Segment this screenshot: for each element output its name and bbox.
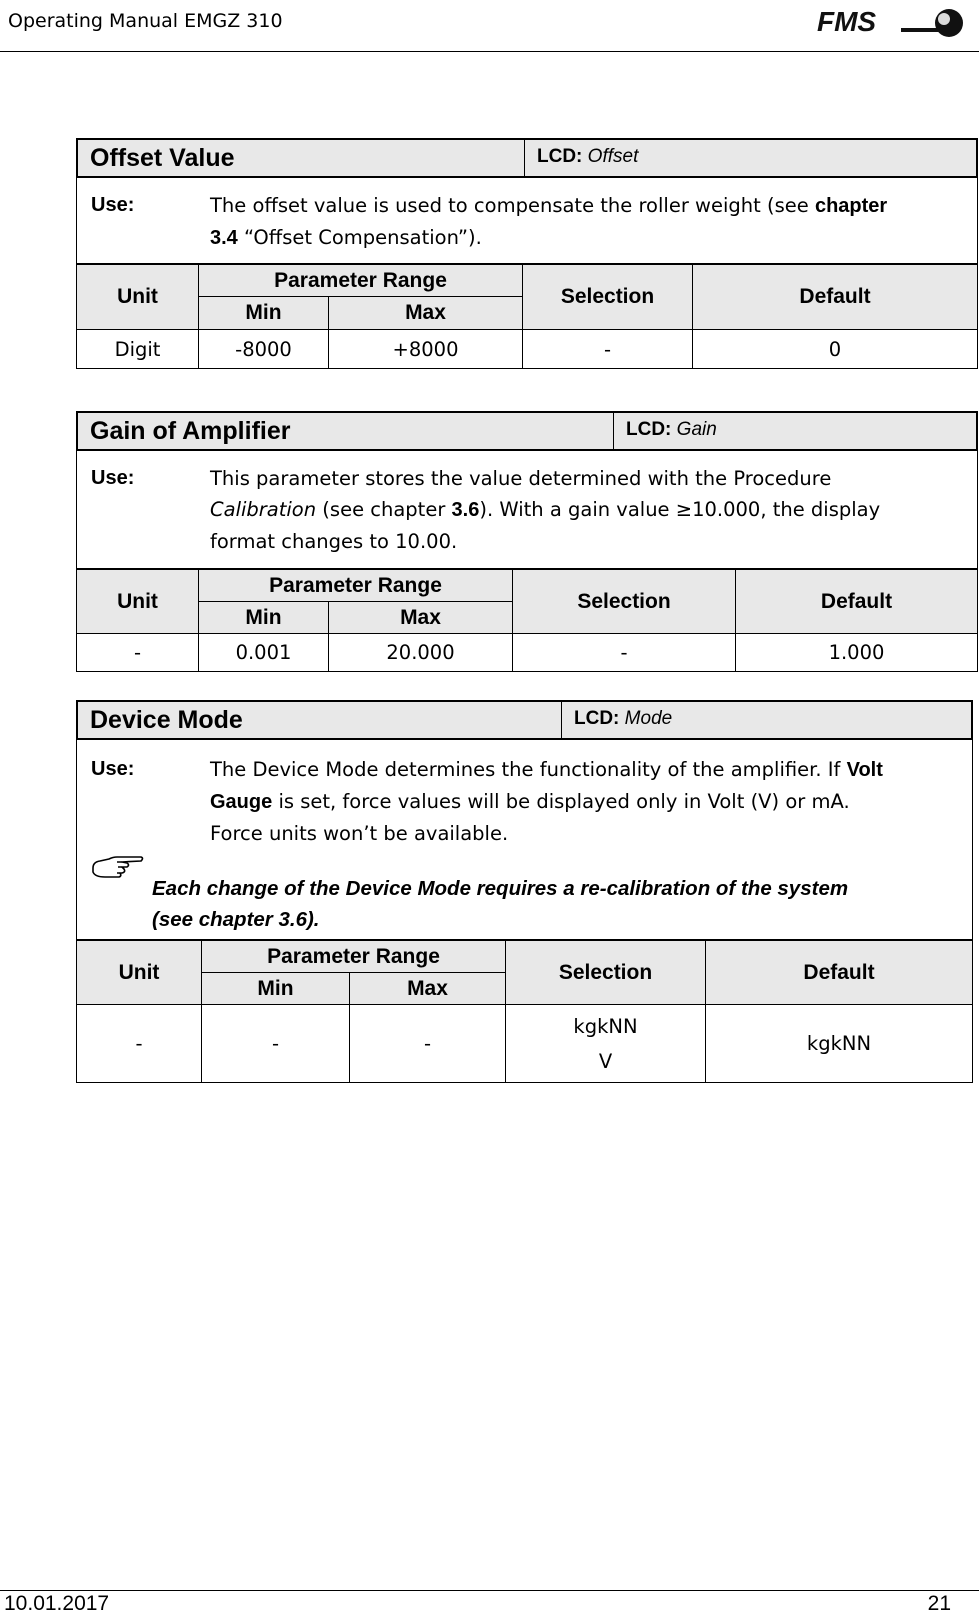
- parameter-range-header: Parameter Range: [199, 265, 523, 297]
- default-value: kgkNN: [706, 1005, 973, 1083]
- max-value: 20.000: [329, 634, 513, 672]
- max-value: +8000: [329, 330, 523, 369]
- min-value: 0.001: [199, 634, 329, 672]
- section-title-row: [76, 411, 978, 451]
- selection-value: -: [523, 330, 693, 369]
- min-header: Min: [202, 973, 350, 1005]
- table-row: [77, 1005, 973, 1083]
- use-description: [76, 740, 973, 940]
- svg-text:FMS: FMS: [817, 6, 877, 37]
- min-value: -8000: [199, 330, 329, 369]
- table-row: [77, 330, 978, 369]
- section-title: Device Mode: [78, 702, 562, 738]
- footer-date: 10.01.2017: [4, 1592, 110, 1615]
- section-title: Offset Value: [78, 140, 525, 176]
- page-footer: [0, 1590, 979, 1615]
- selection-header: Selection: [523, 265, 693, 330]
- default-value: 1.000: [736, 634, 978, 672]
- default-header: Default: [736, 570, 978, 634]
- lcd-cell: LCD: Gain: [626, 419, 717, 440]
- use-description: [76, 178, 978, 264]
- use-label: Use:: [91, 467, 135, 489]
- parameter-table: [76, 569, 978, 672]
- use-text: The offset value is used to compensate the roller weight (see chapter 3.4 “Offset Compensation”).: [210, 194, 888, 249]
- lcd-cell: LCD: Offset: [537, 146, 639, 167]
- parameter-range-header: Parameter Range: [202, 941, 506, 973]
- unit-value: Digit: [77, 330, 199, 369]
- selection-header: Selection: [513, 570, 736, 634]
- unit-value: -: [77, 1005, 202, 1083]
- selection-option: V: [598, 1049, 613, 1073]
- selection-value: [506, 1005, 706, 1083]
- lcd-cell: LCD: Mode: [574, 708, 673, 729]
- selection-value: -: [513, 634, 736, 672]
- unit-header: Unit: [77, 570, 199, 634]
- default-header: Default: [706, 941, 973, 1005]
- default-header: Default: [693, 265, 978, 330]
- use-text: This parameter stores the value determined with the Procedure Calibration (see chapter 3.6). With a gain value ≥10.000, the display format changes to 10.00.: [210, 467, 881, 553]
- section-title-row: [76, 700, 973, 740]
- max-header: Max: [350, 973, 506, 1005]
- unit-value: -: [77, 634, 199, 672]
- selection-header: Selection: [506, 941, 706, 1005]
- table-row: [77, 634, 978, 672]
- section-title: Gain of Amplifier: [78, 413, 614, 449]
- use-description: [76, 451, 978, 569]
- unit-header: Unit: [77, 265, 199, 330]
- parameter-range-header: Parameter Range: [199, 570, 513, 602]
- default-value: 0: [693, 330, 978, 369]
- min-header: Min: [199, 602, 329, 634]
- max-header: Max: [329, 602, 513, 634]
- device-mode-section: [76, 700, 973, 1083]
- page-number: 21: [927, 1592, 951, 1615]
- parameter-table: [76, 264, 978, 369]
- selection-option: kgkNN: [573, 1014, 638, 1038]
- parameter-table: [76, 940, 973, 1083]
- page-header: [0, 0, 979, 52]
- min-value: -: [202, 1005, 350, 1083]
- pointing-hand-icon: [91, 850, 145, 884]
- fms-logo: [815, 6, 967, 40]
- max-header: Max: [329, 297, 523, 330]
- use-label: Use:: [91, 194, 135, 216]
- offset-value-section: [76, 138, 978, 369]
- section-title-row: [76, 138, 978, 178]
- calibration-note: Each change of the Device Mode requires a re-calibration of the system (see chapter 3.6).: [152, 877, 849, 931]
- min-header: Min: [199, 297, 329, 330]
- max-value: -: [350, 1005, 506, 1083]
- document-title: Operating Manual EMGZ 310: [8, 10, 283, 32]
- use-label: Use:: [91, 758, 135, 780]
- unit-header: Unit: [77, 941, 202, 1005]
- use-text: The Device Mode determines the functionality of the amplifier. If Volt Gauge is set, force values will be displayed only in Volt (V) or mA. Force units won’t be available.: [210, 758, 883, 845]
- gain-of-amplifier-section: [76, 411, 978, 672]
